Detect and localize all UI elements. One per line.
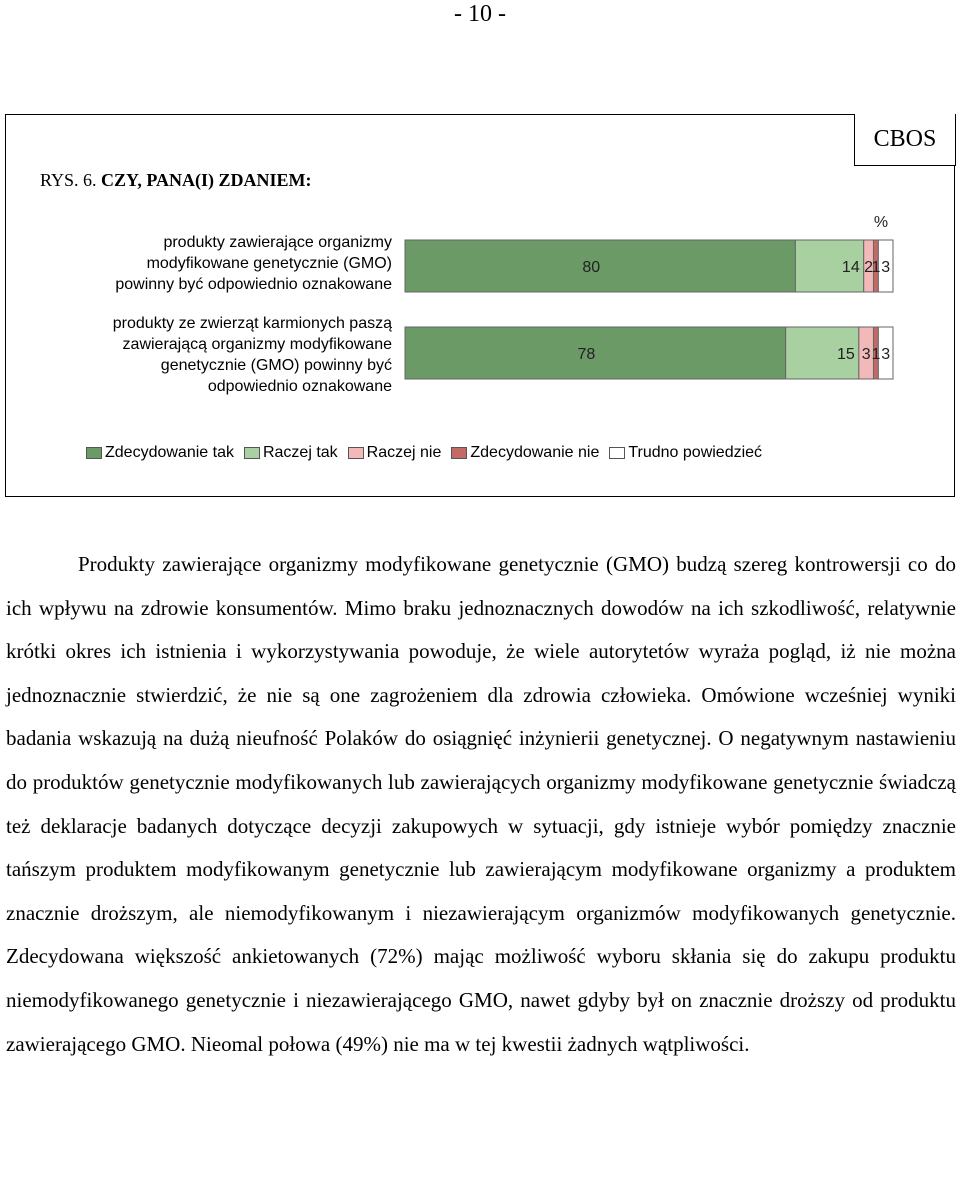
figure-label: RYS. 6. [40,170,97,190]
data-label-1-3: 2 [864,259,874,276]
data-label-2-3: 3 [861,346,871,363]
legend-item-3 [348,444,442,462]
legend-swatch [244,447,260,459]
data-label-1-5: 3 [881,259,891,276]
legend-swatch [451,447,467,459]
data-label-2-5: 3 [881,346,891,363]
legend-swatch [609,447,625,459]
bars-group [405,240,893,379]
legend-swatch [348,447,364,459]
legend-label: Trudno powiedzieć [628,444,763,461]
figure-question: CZY, PANA(I) ZDANIEM: [101,170,312,190]
legend-label: Zdecydowanie nie [470,444,600,461]
unit-label: % [873,214,889,231]
legend-item-4 [451,444,599,462]
row-label-1: produkty zawierające organizmy modyfikowane genetycznie (GMO) powinny być odpowiednio oznakowane [115,234,392,293]
data-label-1-1: 80 [582,259,601,276]
row-label-2: produkty ze zwierząt karmionych paszą zawierającą organizmy modyfikowane genetycznie (GMO) powinny być odpowiednio oznakowane [112,315,392,395]
data-label-1-4: 1 [871,259,881,276]
data-label-2-4: 1 [871,346,881,363]
data-label-1-2: 14 [841,259,860,276]
stacked-bar-chart [0,0,960,520]
data-label-2-2: 15 [837,346,855,363]
source-label: CBOS [854,114,956,166]
legend-label: Zdecydowanie tak [105,444,234,461]
legend-swatch [86,447,102,459]
body-paragraph: Produkty zawierające organizmy modyfikowane genetycznie (GMO) budzą szereg kontrowersji co do ich wpływu na zdrowie konsumentów. Mimo braku jednoznacznych dowodów na ich szkodliwość, relatywnie krótki okres ich istnienia i wykorzystywania powoduje, że wiele autorytetów wyraża pogląd, iż nie można jednoznacznie stwierdzić, że nie są one zagrożeniem dla zdrowia człowieka. Omówione wcześniej wyniki badania wskazują na dużą nieufność Polaków do osiągnięć inżynierii genetycznej. O negatywnym nastawieniu do produktów genetycznie modyfikowanych lub zawierających organizmy modyfikowane genetycznie świadczą też deklaracje badanych dotyczące decyzji zakupowych w sytuacji, gdy istnieje wybór pomiędzy znacznie tańszym produktem modyfikowanym genetycznie lub zawierającym modyfikowane organizmy a produktem znacznie droższym, ale niemodyfikowanym i niezawierającym organizmów modyfikowanych genetycznie. Zdecydowana większość ankietowanych (72%) mając możliwość wyboru skłania się do zakupu produktu niemodyfikowanego genetycznie i niezawierającego GMO, nawet gdyby był on znacznie droższy od produktu zawierającego GMO. Nieomal połowa (49%) nie ma w tej kwestii żadnych wątpliwości. [6,552,956,1056]
data-label-2-1: 78 [577,346,596,363]
legend-item-2 [244,444,338,462]
legend-label: Raczej nie [366,444,442,461]
legend-item-1 [86,444,234,462]
page-number: - 10 - [454,1,506,27]
chart-legend [86,444,772,462]
legend-label: Raczej tak [262,444,338,461]
legend-item-5 [609,444,762,462]
